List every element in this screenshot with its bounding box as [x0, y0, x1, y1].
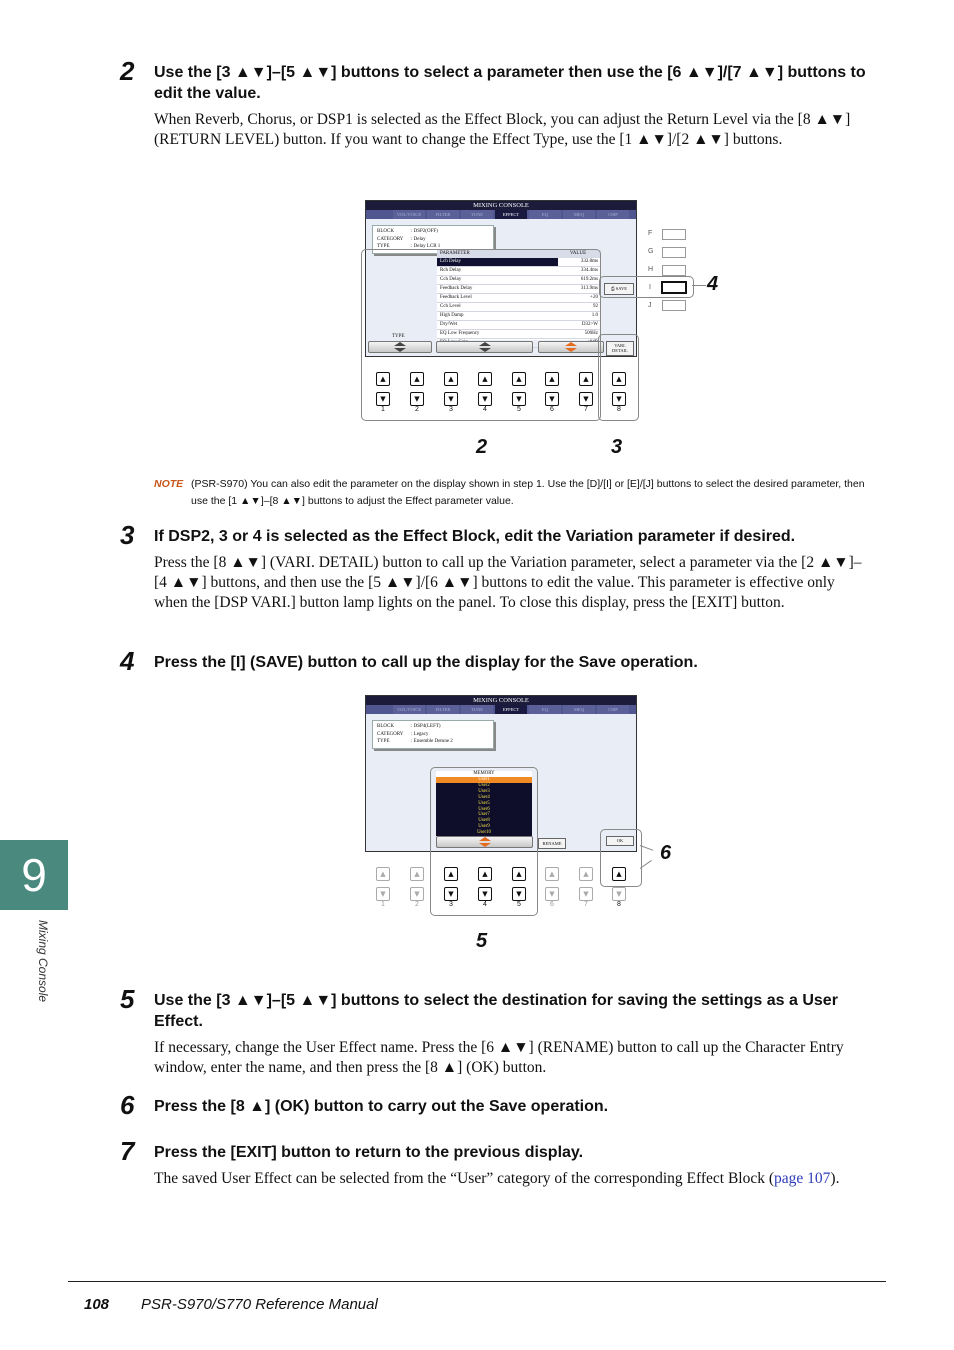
step-number: 7	[120, 1136, 135, 1166]
info-key: TYPE	[377, 244, 390, 249]
step-number: 2	[120, 56, 135, 86]
panel-button-7-up[interactable]: ▲	[579, 867, 593, 881]
panel-button-2-up[interactable]: ▲	[410, 372, 424, 386]
list-item[interactable]: User7	[478, 812, 490, 818]
memory-label: MEMORY	[473, 771, 495, 776]
info-value: : DSP4(LEFT)	[411, 724, 441, 729]
info-key: CATEGORY	[377, 731, 404, 737]
panel-button-6-down[interactable]: ▼	[545, 887, 559, 901]
ok-button[interactable]: OK	[606, 836, 634, 846]
button-number: 7	[584, 901, 588, 908]
screen-title: MIXING CONSOLE	[366, 696, 636, 705]
param-name: EQ Low Frequency	[440, 331, 480, 336]
panel-button-2-up[interactable]: ▲	[410, 867, 424, 881]
panel-button-1-up[interactable]: ▲	[376, 867, 390, 881]
rename-button[interactable]: RENAME	[538, 838, 566, 849]
tab-vol-voice[interactable]: VOL/VOICE	[393, 705, 425, 714]
param-value: +20	[590, 295, 598, 300]
param-name: Lch Delay	[440, 259, 461, 264]
panel-button-4-down[interactable]: ▼	[478, 887, 492, 901]
note-label: NOTE	[154, 478, 184, 490]
callout-number: 5	[476, 930, 488, 952]
page-number: 108	[84, 1296, 110, 1313]
type-label: TYPE	[392, 334, 405, 339]
list-item[interactable]: User8	[478, 818, 490, 824]
list-item[interactable]: User6	[478, 806, 490, 812]
panel-button-5-down[interactable]: ▼	[512, 392, 526, 406]
list-item[interactable]: User5	[478, 800, 490, 806]
chapter-side-label	[30, 920, 50, 1030]
step-body: When Reverb, Chorus, or DSP1 is selected as the Effect Block, you can adjust the Return Level via the [8 ▲▼] (RETURN LEVEL) button. If you want to change the Effect Type, use the [1 ▲▼]/[2 ▲▼] buttons.	[154, 111, 851, 148]
step-title: Use the [3 ▲▼]–[5 ▲▼] buttons to select a parameter then use the [6 ▲▼]/[7 ▲▼] buttons to edit the value.	[154, 64, 866, 102]
side-label-j: J	[648, 302, 652, 309]
tab-cmp[interactable]: CMP	[597, 705, 629, 714]
button-number: 3	[449, 901, 453, 908]
panel-button-2-down[interactable]: ▼	[410, 392, 424, 406]
button-number: 2	[415, 901, 419, 908]
button-number: 3	[449, 406, 453, 413]
step-number: 5	[120, 984, 135, 1014]
effect-info-box	[372, 720, 494, 749]
tab-meq[interactable]: MEQ	[563, 705, 595, 714]
tab-eq[interactable]: EQ	[529, 210, 561, 219]
param-name: Cch Delay	[440, 277, 462, 282]
tab-cmp[interactable]: CMP	[597, 210, 629, 219]
step-title: Press the [EXIT] button to return to the previous display.	[154, 1144, 584, 1161]
param-value: 313.9ms	[580, 286, 598, 291]
button-number: 2	[415, 406, 419, 413]
tab-effect[interactable]: EFFECT	[495, 705, 527, 714]
info-key: BLOCK	[377, 229, 394, 234]
panel-button-5-up[interactable]: ▲	[512, 867, 526, 881]
step-body	[154, 1169, 866, 1189]
tab-eq[interactable]: EQ	[529, 705, 561, 714]
param-value: 500Hz	[584, 331, 598, 336]
panel-button-6-up[interactable]: ▲	[545, 867, 559, 881]
param-value: 332.0ms	[558, 258, 601, 266]
tab-tune[interactable]: TUNE	[461, 705, 493, 714]
button-number: 8	[617, 406, 621, 413]
button-number: 4	[483, 406, 487, 413]
param-name: Feedback Level	[440, 295, 472, 300]
button-number: 6	[550, 406, 554, 413]
panel-button-5-down[interactable]: ▼	[512, 887, 526, 901]
side-button-f[interactable]	[662, 229, 686, 240]
info-value: : Delay LCR 1	[411, 244, 441, 249]
panel-button-3-down[interactable]: ▼	[444, 887, 458, 901]
button-number: 4	[483, 901, 487, 908]
callout-number: 2	[476, 436, 488, 458]
panel-button-7-down[interactable]: ▼	[579, 392, 593, 406]
tab-meq[interactable]: MEQ	[563, 210, 595, 219]
param-value: 1.0	[591, 313, 598, 318]
panel-button-4-up[interactable]: ▲	[478, 867, 492, 881]
param-value: 334.4ms	[580, 268, 598, 273]
info-key: BLOCK	[377, 724, 394, 729]
callout-number: 6	[660, 842, 672, 864]
page-link[interactable]: page 107	[774, 1170, 831, 1187]
param-name: Rch Delay	[440, 268, 462, 273]
list-item[interactable]: User1	[436, 777, 532, 783]
step-title: Use the [3 ▲▼]–[5 ▲▼] buttons to select the destination for saving the settings as a User Effect.	[154, 992, 838, 1030]
panel-button-3-down[interactable]: ▼	[444, 392, 458, 406]
side-label-f: F	[648, 230, 653, 237]
button-number: 8	[617, 901, 621, 908]
vari-detail-button[interactable]: VARI. DETAIL	[606, 341, 634, 356]
param-value: 92	[593, 304, 598, 309]
panel-button-4-down[interactable]: ▼	[478, 392, 492, 406]
list-item[interactable]: User4	[478, 794, 490, 800]
callout-line	[692, 285, 706, 286]
side-button-h[interactable]	[662, 265, 686, 276]
chapter-label: Mixing Console	[36, 920, 50, 1003]
info-value: : Ensemble Detune 2	[411, 739, 453, 744]
side-label-i: I	[649, 284, 651, 291]
panel-button-1-down[interactable]: ▼	[376, 887, 390, 901]
panel-button-3-up[interactable]: ▲	[444, 372, 458, 386]
tab-filter[interactable]: FILTER	[427, 705, 459, 714]
step-number: 6	[120, 1090, 135, 1120]
panel-button-1-down[interactable]: ▼	[376, 392, 390, 406]
step-body: If necessary, change the User Effect name. Press the [6 ▲▼] (RENAME) button to call up the Character Entry window, enter the name, and then press the [8 ▲] (OK) button.	[154, 1039, 844, 1076]
param-value: 619.2ms	[580, 277, 598, 282]
step-number: 4	[120, 646, 135, 676]
side-label-g: G	[648, 248, 654, 255]
save-icon: ⎙	[611, 286, 616, 291]
button-number: 5	[517, 901, 521, 908]
side-label-h: H	[648, 266, 654, 273]
step-title: Press the [8 ▲] (OK) button to carry out the Save operation.	[154, 1098, 609, 1115]
param-name: Feedback Delay	[440, 286, 473, 291]
callout-frame-save	[599, 276, 694, 298]
panel-button-3-up[interactable]: ▲	[444, 867, 458, 881]
panel-button-6-down[interactable]: ▼	[545, 392, 559, 406]
tab-tune[interactable]: TUNE	[461, 210, 493, 219]
side-button-j[interactable]	[662, 300, 686, 311]
button-number: 1	[381, 406, 385, 413]
column-header-value: VALUE	[569, 251, 587, 256]
button-number: 6	[550, 901, 554, 908]
save-label: SAVE	[615, 286, 627, 291]
list-item[interactable]: User9	[478, 824, 490, 830]
button-number: 7	[584, 406, 588, 413]
tab-filter[interactable]: FILTER	[427, 210, 459, 219]
step-title: Press the [I] (SAVE) button to call up the display for the Save operation.	[154, 654, 698, 671]
button-number: 1	[381, 901, 385, 908]
info-value: : Delay	[411, 236, 426, 242]
info-key: CATEGORY	[377, 236, 404, 242]
tab-effect[interactable]: EFFECT	[495, 210, 527, 219]
panel-button-7-up[interactable]: ▲	[579, 372, 593, 386]
step-body: Press the [8 ▲▼] (VARI. DETAIL) button to call up the Variation parameter, select a parameter via the [2 ▲▼]–[4 ▲▼] buttons, and then use the [5 ▲▼]/[6 ▲▼] buttons to edit the value. This parameter is effective only when the [DSP VARI.] button lamp lights on the panel. To close this display, press the [EXIT] button.	[154, 554, 862, 611]
column-header-parameter: PARAMETER	[440, 251, 470, 256]
param-name: Cch Level	[440, 304, 461, 309]
list-item[interactable]: User2	[478, 782, 490, 788]
footer-rule	[68, 1281, 886, 1282]
list-item[interactable]: User10	[477, 830, 491, 836]
panel-button-8-down[interactable]: ▼	[612, 887, 626, 901]
panel-button-8-up[interactable]: ▲	[612, 867, 626, 881]
button-number: 5	[517, 406, 521, 413]
side-button-g[interactable]	[662, 247, 686, 258]
info-key: TYPE	[377, 739, 390, 744]
list-item[interactable]: User3	[478, 788, 490, 794]
panel-button-8-down[interactable]: ▼	[612, 392, 626, 406]
chapter-tab: 9	[0, 840, 68, 910]
step-body-text: The saved User Effect can be selected from the “User” category of the corresponding Effect Block (	[154, 1170, 775, 1187]
info-value: : DSP2(OFF)	[411, 229, 438, 234]
note-text: (PSR-S970) You can also edit the parameter on the display shown in step 1. Use the [D]/[I] or [E]/[J] buttons to select the desired parameter, then use the [1 ▲▼]–[8 ▲▼] buttons to adjust the Effect parameter value.	[191, 478, 865, 507]
callout-number: 3	[611, 436, 623, 458]
param-name: Dry/Wet	[440, 322, 458, 327]
tab-vol-voice[interactable]: VOL/VOICE	[393, 210, 425, 219]
panel-button-8-up[interactable]: ▲	[612, 372, 626, 386]
step-body-text: ).	[830, 1170, 840, 1187]
param-value: D32>W	[581, 322, 598, 327]
screen-title: MIXING CONSOLE	[366, 201, 636, 210]
screen-tab-bar	[366, 705, 636, 714]
panel-button-5-up[interactable]: ▲	[512, 372, 526, 386]
callout-number: 4	[707, 273, 719, 295]
panel-button-7-down[interactable]: ▼	[579, 887, 593, 901]
step-title: If DSP2, 3 or 4 is selected as the Effect Block, edit the Variation parameter if desired.	[154, 528, 796, 545]
manual-title: PSR-S970/S770 Reference Manual	[141, 1296, 378, 1313]
info-value: : Legacy	[411, 731, 429, 737]
step-number: 3	[120, 520, 135, 550]
screen-tab-bar	[366, 210, 636, 219]
param-name: High Damp	[440, 313, 464, 318]
panel-button-4-up[interactable]: ▲	[478, 372, 492, 386]
panel-button-2-down[interactable]: ▼	[410, 887, 424, 901]
panel-button-6-up[interactable]: ▲	[545, 372, 559, 386]
panel-button-1-up[interactable]: ▲	[376, 372, 390, 386]
